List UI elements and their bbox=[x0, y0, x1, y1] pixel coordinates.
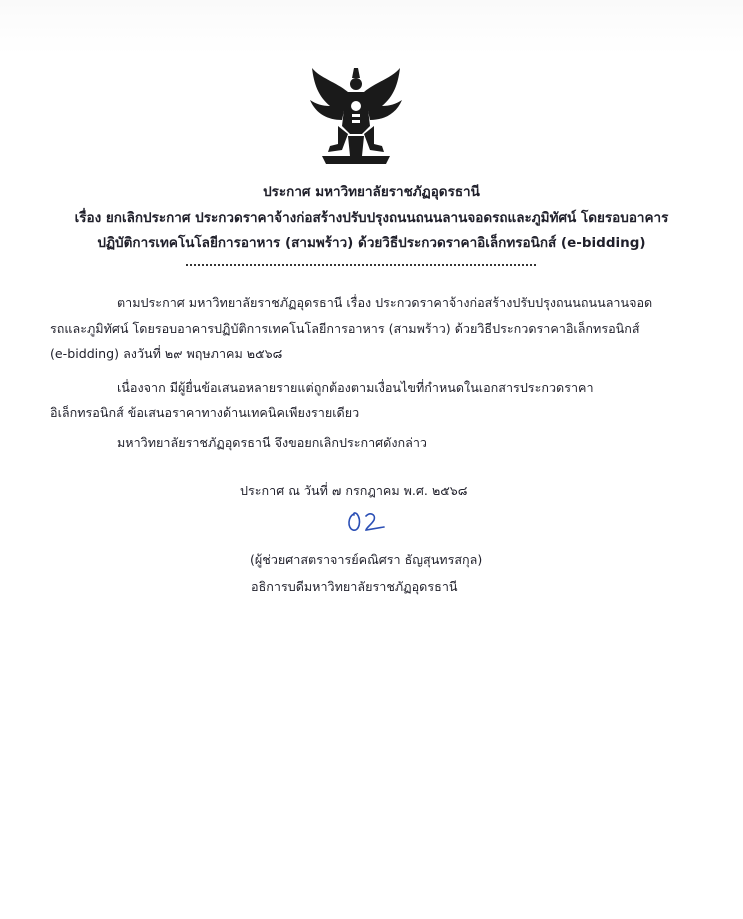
handwritten-signature bbox=[344, 506, 390, 536]
paragraph-1-line-1: ตามประกาศ มหาวิทยาลัยราชภัฏอุดรธานี เรื่อง ประกวดราคาจ้างก่อสร้างปรับปรุงถนนถนนลานจอด bbox=[117, 295, 653, 310]
signatory-position: อธิการบดีมหาวิทยาลัยราชภัฏอุดรธานี bbox=[251, 579, 458, 594]
paragraph-2-line-1: เนื่องจาก มีผู้ยื่นข้อเสนอหลายรายแต่ถูกต้องตามเงื่อนไขที่กำหนดในเอกสารประกวดราคา bbox=[117, 380, 594, 395]
garuda-emblem-icon bbox=[308, 64, 404, 172]
subject-line-1: เรื่อง ยกเลิกประกาศ ประกวดราคาจ้างก่อสร้างปรับปรุงถนนถนนลานจอดรถและภูมิทัศน์ โดยรอบอาคาร bbox=[74, 210, 669, 226]
subject-line-2: ปฏิบัติการเทคโนโลยีการอาหาร (สามพร้าว) ด้วยวิธีประกวดราคาอิเล็กทรอนิกส์ (e-bidding) bbox=[97, 235, 646, 251]
announcement-date: ประกาศ ณ วันที่ ๗ กรกฎาคม พ.ศ. ๒๕๖๘ bbox=[240, 483, 468, 498]
paragraph-1-line-2: รถและภูมิทัศน์ โดยรอบอาคารปฏิบัติการเทคโนโลยีการอาหาร (สามพร้าว) ด้วยวิธีประกวดราคาอิเล็กทรอนิกส์ bbox=[50, 321, 640, 336]
announcement-title: ประกาศ มหาวิทยาลัยราชภัฏอุดรธานี bbox=[263, 184, 480, 200]
paragraph-1-line-3: (e-bidding) ลงวันที่ ๒๙ พฤษภาคม ๒๕๖๘ bbox=[50, 346, 283, 361]
paragraph-3: มหาวิทยาลัยราชภัฏอุดรธานี จึงขอยกเลิกประกาศดังกล่าว bbox=[117, 435, 427, 450]
paragraph-2-line-2: อิเล็กทรอนิกส์ ข้อเสนอราคาทางด้านเทคนิคเพียงรายเดียว bbox=[50, 405, 360, 420]
signatory-name: (ผู้ช่วยศาสตราจารย์คณิศรา ธัญสุนทรสกุล) bbox=[250, 552, 483, 567]
separator-dotted-line bbox=[186, 256, 536, 266]
